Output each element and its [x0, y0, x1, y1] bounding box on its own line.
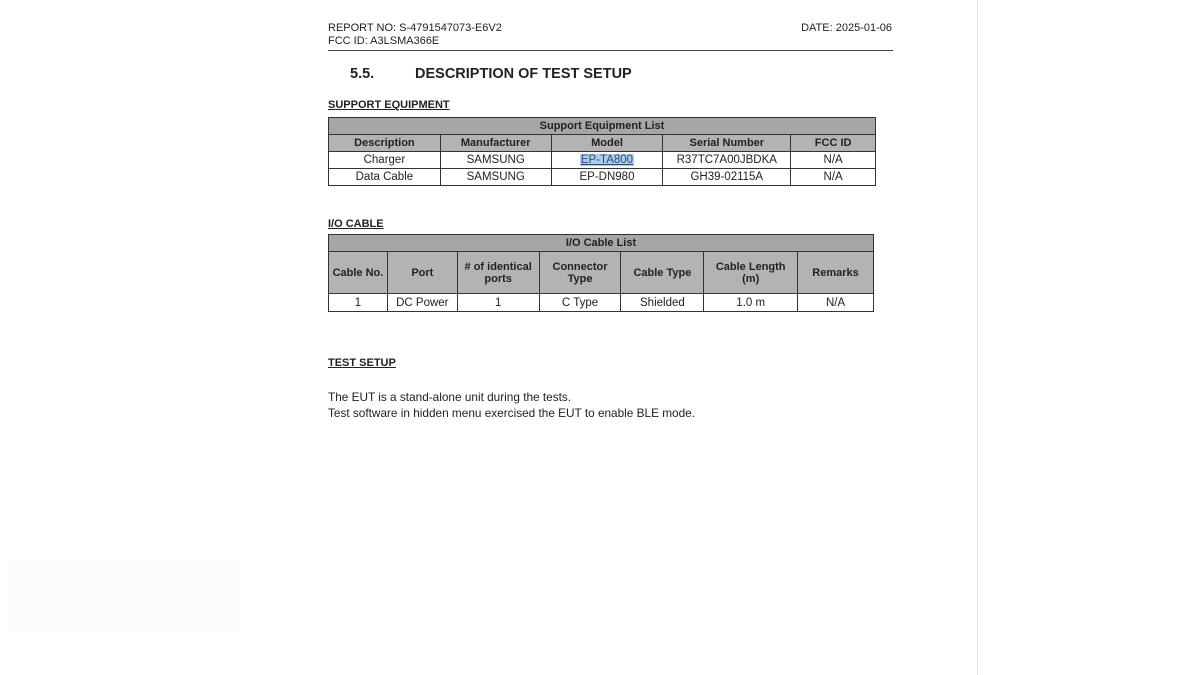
- support-equipment-table: [328, 117, 876, 186]
- column-header[interactable]: Port: [387, 252, 457, 294]
- column-header[interactable]: Cable Length (m): [704, 252, 798, 294]
- column-header[interactable]: Description: [329, 135, 441, 152]
- table-row: [329, 169, 876, 186]
- table-row: [329, 152, 876, 169]
- table-cell[interactable]: N/A: [798, 294, 874, 312]
- table-cell[interactable]: GH39-02115A: [663, 169, 791, 186]
- table-cell[interactable]: Charger: [329, 152, 441, 169]
- table-title[interactable]: Support Equipment List: [329, 118, 876, 135]
- column-header[interactable]: Cable No.: [329, 252, 388, 294]
- test-setup-heading[interactable]: TEST SETUP: [328, 357, 396, 369]
- table-cell[interactable]: SAMSUNG: [440, 152, 551, 169]
- report-header-left: [328, 22, 502, 48]
- table-cell[interactable]: SAMSUNG: [440, 169, 551, 186]
- table-cell[interactable]: EP-DN980: [551, 169, 663, 186]
- table-cell[interactable]: Shielded: [621, 294, 704, 312]
- paragraph-line[interactable]: Test software in hidden menu exercised the EUT to enable BLE mode.: [328, 405, 696, 420]
- column-header[interactable]: Manufacturer: [440, 135, 551, 152]
- table-cell[interactable]: DC Power: [387, 294, 457, 312]
- table-cell[interactable]: N/A: [791, 169, 876, 186]
- section-title: DESCRIPTION OF TEST SETUP: [415, 66, 632, 82]
- section-heading[interactable]: [350, 66, 632, 82]
- io-cable-heading[interactable]: I/O CABLE: [328, 218, 384, 230]
- table-cell[interactable]: C Type: [539, 294, 621, 312]
- page-edge-divider: [977, 0, 978, 675]
- column-header[interactable]: FCC ID: [791, 135, 876, 152]
- column-header[interactable]: Model: [551, 135, 663, 152]
- io-cable-table: [328, 234, 874, 312]
- fcc-id-header[interactable]: FCC ID: A3LSMA366E: [328, 35, 440, 47]
- support-equipment-heading[interactable]: SUPPORT EQUIPMENT: [328, 99, 450, 111]
- table-cell[interactable]: 1.0 m: [704, 294, 798, 312]
- faint-overlay-panel: [8, 560, 240, 632]
- header-rule: [328, 50, 893, 51]
- table-cell[interactable]: R37TC7A00JBDKA: [663, 152, 791, 169]
- table-cell[interactable]: N/A: [791, 152, 876, 169]
- column-header[interactable]: Remarks: [798, 252, 874, 294]
- report-date[interactable]: DATE: 2025-01-06: [801, 22, 892, 34]
- table-cell[interactable]: 1: [457, 294, 539, 312]
- column-header[interactable]: Connector Type: [539, 252, 621, 294]
- paragraph-line[interactable]: The EUT is a stand-alone unit during the tests.: [328, 390, 572, 404]
- column-header[interactable]: Cable Type: [621, 252, 704, 294]
- table-title[interactable]: I/O Cable List: [329, 235, 874, 252]
- report-number[interactable]: REPORT NO: S-4791547073-E6V2: [328, 22, 502, 34]
- section-number: 5.5.: [350, 66, 375, 82]
- column-header[interactable]: # of identical ports: [457, 252, 539, 294]
- table-row: [329, 294, 874, 312]
- table-cell[interactable]: Data Cable: [329, 169, 441, 186]
- selected-text-highlight[interactable]: EP-TA800: [580, 154, 634, 166]
- table-cell[interactable]: [551, 152, 663, 169]
- column-header[interactable]: Serial Number: [663, 135, 791, 152]
- table-cell[interactable]: 1: [329, 294, 388, 312]
- test-setup-paragraph: [328, 390, 695, 421]
